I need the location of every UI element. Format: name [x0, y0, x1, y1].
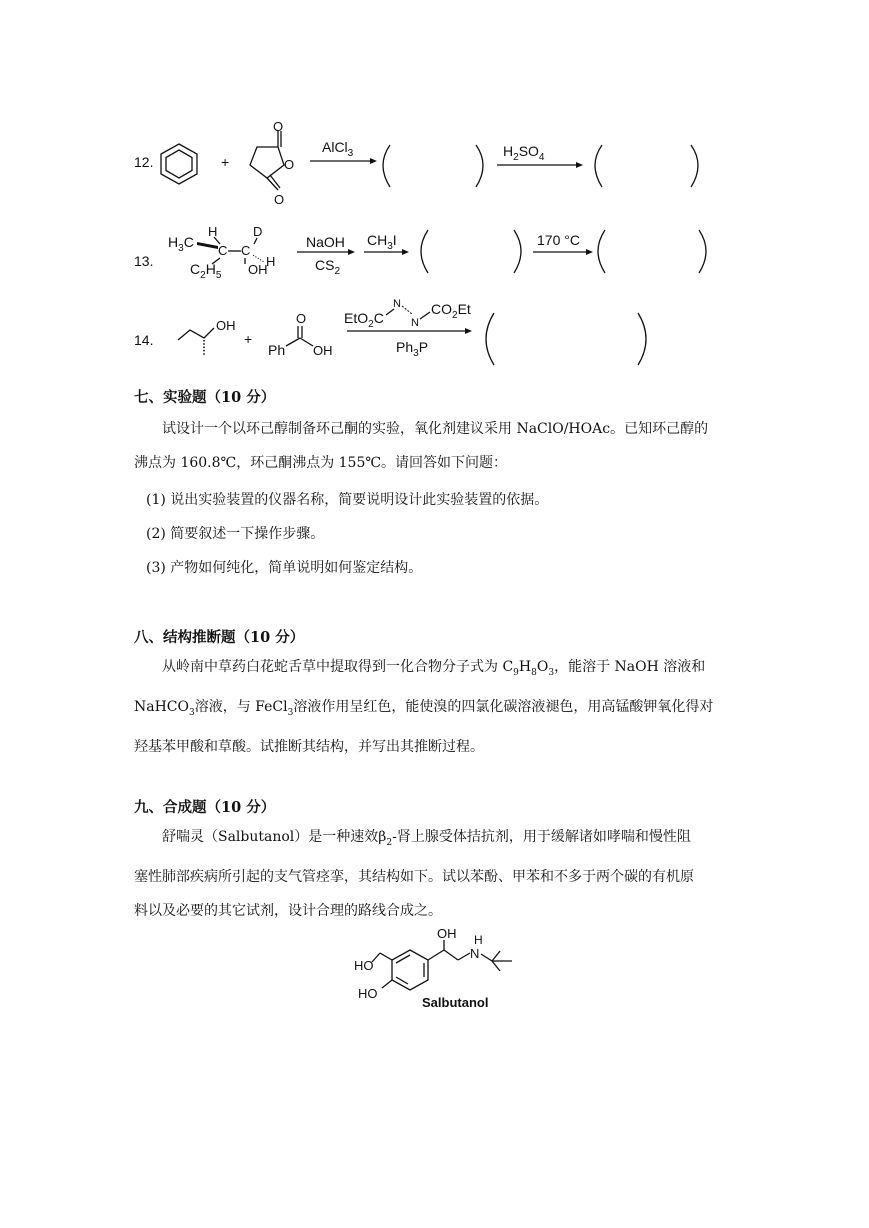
section-7-item-2: (2) 简要叙述一下操作步骤。 [146, 526, 325, 542]
plus-sign: + [221, 154, 230, 170]
anhydride-o-top: O [273, 119, 284, 134]
anhydride-o-bottom: O [274, 192, 285, 207]
svg-text:OH: OH [313, 343, 333, 358]
chiral-alcohol-structure [168, 224, 275, 281]
answer-bracket-right [476, 145, 483, 187]
sec-butanol-structure [178, 318, 236, 356]
section-8-heading: 八、结构推断题（10 分） [134, 629, 305, 646]
svg-text:EtO2C: EtO$_2$C [344, 310, 384, 330]
section-9-question: 舒喘灵（Salbutanol）是一种速效$\beta_2-$肾上腺受体拮抗剂，用于缓解诸如哮喘和慢性阻 塞性肺部疾病所引起的支气管痉挛，其结构如下。试以苯酚、甲苯和不多于两个碳的有机原 料以及必要的其它试剂，设计合理的路线合成之。 [134, 829, 694, 919]
deadd-reagent [344, 298, 471, 330]
reagent-ch3i: $CH_3I$ [367, 232, 397, 252]
ho-ring: HO [358, 986, 378, 1001]
svg-text:C2H5: $C_2H_5$ [190, 261, 222, 281]
reaction-schemes [0, 0, 869, 380]
svg-text:C: C [218, 243, 228, 258]
answer-bracket-left [595, 145, 602, 187]
reagent-naoh: NaOH [306, 234, 345, 250]
svg-text:Ph: Ph [268, 342, 286, 358]
anhydride-o-ring: O [284, 157, 295, 172]
salbutamol-structure [340, 920, 540, 1020]
reagent-170c: 170 °C [537, 232, 580, 248]
answer-bracket-left [383, 145, 390, 187]
oh-top: OH [437, 926, 457, 941]
benzoic-acid-structure [268, 311, 333, 358]
problem-13-number: 13. [134, 253, 154, 269]
problem-14-number: 14. [134, 332, 154, 348]
nh-h: H [474, 933, 483, 947]
svg-text:N: N [411, 317, 419, 329]
svg-text:CO2Et: $CO_2Et$ [431, 301, 471, 321]
problem-12-number: 12. [134, 154, 154, 170]
section-8-question: 从岭南中草药白花蛇舌草中提取得到一化合物分子式为 $C_9H_8O_3$，能溶于 NaOH 溶液和 NaHCO$_3$溶液，与 FeCl$_3$溶液作用呈红色，能使溴的四氯化碳溶液褪色，用高锰酸钾氧化得对 羟基苯甲酸和草酸。试推断其结构，并写出其推断过程。 [134, 659, 714, 755]
reagent-cs2: $CS_2$ [315, 257, 341, 277]
answer-bracket-right [638, 313, 646, 365]
svg-text:H: H [208, 224, 218, 239]
svg-text:O: O [296, 311, 307, 326]
reagent-ph3p: $Ph_3P$ [396, 339, 429, 359]
section-9-heading: 九、合成题（10 分） [134, 799, 276, 816]
svg-text:H3C: $H_3C$ [168, 234, 194, 254]
section-7-item-3: (3) 产物如何纯化，简单说明如何鉴定结构。 [146, 560, 423, 576]
nh-n: N [470, 946, 480, 961]
arrow-head [348, 249, 355, 255]
answer-bracket-right [699, 230, 706, 273]
svg-text:OH: OH [248, 262, 268, 277]
succinic-anhydride-structure [250, 119, 294, 207]
svg-text:C: C [241, 243, 251, 258]
svg-text:OH: OH [216, 318, 236, 333]
reagent-alcl3: AlCl$_3$ [322, 139, 354, 159]
arrow-head [586, 249, 593, 255]
answer-bracket-right [691, 145, 698, 187]
svg-text:H: H [266, 254, 276, 269]
ho-ch2: HO [354, 958, 374, 973]
answer-bracket-left [598, 230, 605, 273]
answer-bracket-right [514, 230, 521, 273]
svg-text:D: D [253, 224, 263, 239]
section-7-question: 试设计一个以环己醇制备环己酮的实验，氧化剂建议采用 NaClO/HOAc。已知环己醇的 沸点为 160.8℃，环己酮沸点为 155℃。请回答如下问题： [134, 421, 709, 471]
answer-bracket-left [421, 230, 428, 273]
arrow-head [370, 158, 377, 164]
compound-name: Salbutanol [422, 995, 489, 1010]
reagent-h2so4: $H_2SO_4$ [503, 143, 545, 163]
section-7-heading: 七、实验题（10 分） [134, 389, 276, 406]
plus-sign: + [244, 331, 253, 347]
arrow-head [402, 249, 409, 255]
section-7-item-1: (1) 说出实验装置的仪器名称，简要说明设计此实验装置的依据。 [146, 492, 549, 508]
svg-text:N: N [393, 298, 401, 310]
arrow-head [465, 328, 472, 334]
arrow-head [576, 162, 583, 168]
answer-bracket-left [486, 313, 494, 365]
benzene-structure [161, 144, 197, 184]
